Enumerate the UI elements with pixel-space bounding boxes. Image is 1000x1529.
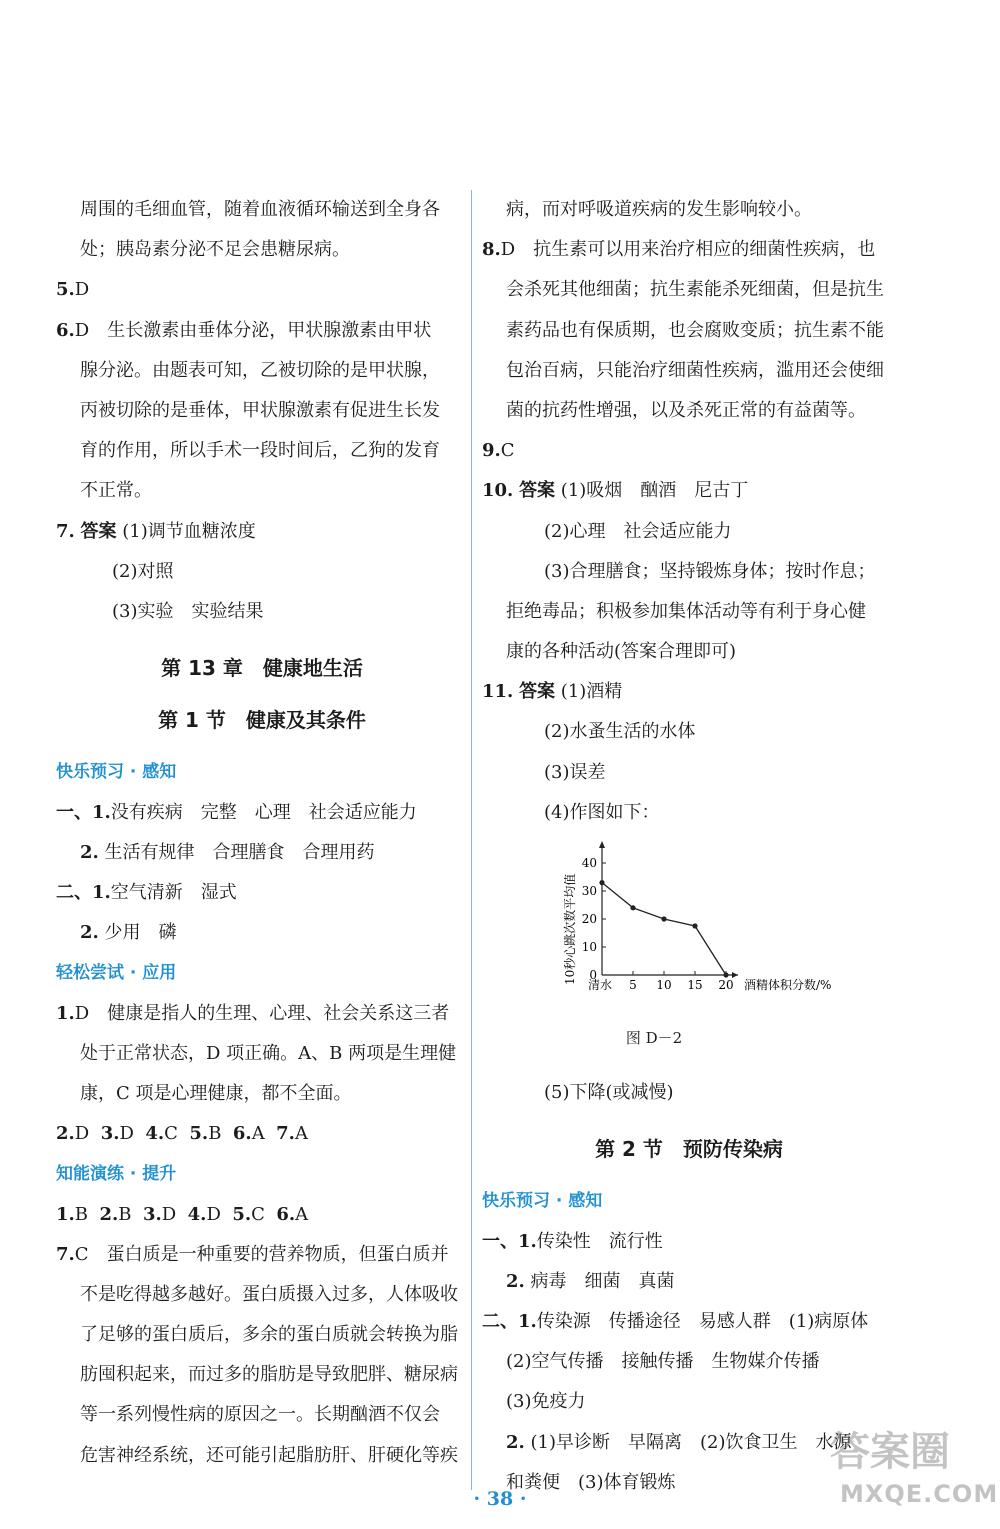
text-line: 处；胰岛素分泌不足会患糖尿病。 — [80, 239, 350, 261]
text-line: 腺分泌。由题表可知，乙被切除的是甲状腺， — [80, 359, 440, 381]
text-line: 康的各种活动(答案合理即可) — [506, 641, 737, 663]
answer-text: D 生长激素由垂体分泌，甲状腺激素由甲状 — [74, 319, 432, 341]
x-tick-label: 5 — [629, 978, 637, 992]
text-line: (4)作图如下： — [544, 801, 660, 823]
text-line: (2)空气传播 接触传播 生物媒介传播 — [506, 1351, 820, 1373]
text-line: (2)水蚤生活的水体 — [544, 721, 696, 743]
answer-11: 11. 答案 (1)酒精 — [482, 681, 623, 703]
text-line: 和粪便 (3)体育锻炼 — [506, 1471, 676, 1493]
y-tick-label: 40 — [581, 856, 597, 870]
text-line: 2. 生活有规律 合理膳食 合理用药 — [80, 841, 375, 863]
chapter-title: 第 13 章 健康地生活 — [161, 656, 363, 681]
text-line: (3)免疫力 — [506, 1391, 586, 1413]
answer-label: 答案 — [80, 520, 117, 542]
text-line: (2)对照 — [112, 560, 174, 582]
text-line: 育的作用，所以手术一段时间后，乙狗的发育 — [80, 440, 440, 462]
text-line: 处于正常状态，D 项正确。A、B 两项是生理健 — [80, 1042, 457, 1064]
answer-6 — [56, 311, 468, 351]
text-line: (3)误差 — [544, 761, 606, 783]
text-line: 二、1.传染源 传播途径 易感人群 (1)病原体 — [482, 1310, 869, 1332]
question-number: 6. — [56, 319, 75, 341]
text-line: (5)下降(或减慢) — [544, 1082, 674, 1103]
right-column — [482, 190, 896, 1503]
figure-caption: 图 D－2 — [625, 1029, 683, 1047]
x-axis-label: 酒精体积分数/% — [744, 978, 832, 992]
answer-text: (1)调节血糖浓度 — [122, 520, 256, 542]
section-title: 第 1 节 健康及其条件 — [158, 708, 366, 733]
x-tick-label: 15 — [687, 978, 703, 992]
data-point — [630, 905, 635, 910]
answer-9: 9.C — [482, 440, 515, 462]
text-line: 不正常。 — [80, 480, 152, 502]
y-tick-label: 0 — [589, 968, 597, 982]
answer-row: 2.D 3.D 4.C 5.B 6.A 7.A — [56, 1123, 308, 1145]
data-point — [723, 972, 728, 977]
y-tick-label: 20 — [581, 912, 597, 926]
text-line: 菌的抗药性增强，以及杀死正常的有益菌等。 — [506, 399, 866, 421]
text-line: 病，而对呼吸道疾病的发生影响较小。 — [506, 199, 812, 220]
text-line: 一、1.传染性 流行性 — [482, 1230, 663, 1252]
text-line: (2)心理 社会适应能力 — [544, 520, 732, 542]
column-divider — [471, 190, 472, 1490]
text-line: 丙被切除的是垂体，甲状腺激素有促进生长发 — [80, 399, 440, 421]
answer-8: 8.D 抗生素可以用来治疗相应的细菌性疾病，也 — [482, 239, 876, 261]
answer-1: 1.D 健康是指人的生理、心理、社会关系这三者 — [56, 1002, 450, 1024]
y-axis-arrow — [599, 841, 605, 848]
chart-container — [482, 833, 896, 1013]
question-number: 7. — [56, 520, 75, 542]
text-line: (3)合理膳食；坚持锻炼身体；按时作息； — [544, 560, 876, 582]
page-number: · 38 · — [473, 1488, 527, 1510]
text-line: 肪囤积起来，而过多的脂肪是导致肥胖、糖尿病 — [80, 1364, 458, 1386]
text-line: (3)实验 实验结果 — [112, 600, 264, 622]
subsection-header: 快乐预习 · 感知 — [56, 762, 177, 783]
y-axis-label: 10秒心跳次数平均值 — [563, 873, 577, 985]
text-line: 不是吃得越多越好。蛋白质摄入过多，人体吸收 — [80, 1283, 458, 1305]
left-column — [56, 190, 468, 1476]
text-line: 2. 少用 磷 — [80, 922, 177, 944]
text-line: 二、1.空气清新 湿式 — [56, 882, 237, 903]
answer-5 — [56, 270, 468, 310]
answer-10: 10. 答案 (1)吸烟 酗酒 尼古丁 — [482, 480, 749, 502]
text-line: 2. (1)早诊断 早隔离 (2)饮食卫生 水源 — [506, 1431, 852, 1453]
y-tick-label: 30 — [581, 884, 597, 898]
subsection-header: 轻松尝试 · 应用 — [56, 963, 177, 984]
text-line: 拒绝毒品；积极参加集体活动等有利于身心健 — [506, 600, 866, 622]
subsection-header: 知能演练 · 提升 — [56, 1164, 177, 1185]
data-point — [692, 923, 697, 928]
section-title: 第 2 节 预防传染病 — [595, 1137, 783, 1162]
data-point — [599, 880, 604, 885]
text-line: 周围的毛细血管，随着血液循环输送到全身各 — [80, 199, 440, 220]
watermark-text: 答案圈 — [830, 1429, 950, 1475]
answer-row: 1.B 2.B 3.D 4.D 5.C 6.A — [56, 1203, 309, 1225]
y-tick-label: 10 — [581, 940, 597, 954]
watermark-url: MXQE.COM — [840, 1480, 999, 1508]
answer-7 — [56, 512, 468, 552]
text-line: 一、1.没有疾病 完整 心理 社会适应能力 — [56, 801, 417, 823]
x-tick-label: 清水 — [587, 978, 613, 992]
watermark — [830, 1420, 999, 1520]
answer-text: D — [74, 279, 90, 301]
question-number: 5. — [56, 279, 75, 301]
x-tick-label: 20 — [718, 978, 734, 992]
x-tick-label: 10 — [656, 978, 672, 992]
data-point — [661, 916, 666, 921]
data-series-line — [602, 883, 726, 975]
text-line: 康，C 项是心理健康，都不全面。 — [80, 1082, 352, 1104]
text-line: 包治百病，只能治疗细菌性疾病，滥用还会使细 — [506, 359, 884, 381]
text-line: 会杀死其他细菌；抗生素能杀死细菌，但是抗生 — [506, 279, 884, 301]
text-line: 危害神经系统，还可能引起脂肪肝、肝硬化等疾 — [80, 1444, 458, 1466]
text-line: 了足够的蛋白质后，多余的蛋白质就会转换为脂 — [80, 1324, 458, 1346]
answer-7: 7.C 蛋白质是一种重要的营养物质，但蛋白质并 — [56, 1243, 449, 1265]
subsection-header: 快乐预习 · 感知 — [482, 1191, 603, 1212]
text-line: 素药品也有保质期，也会腐败变质；抗生素不能 — [506, 319, 884, 341]
line-chart — [558, 833, 878, 1008]
text-line: 2. 病毒 细菌 真菌 — [506, 1270, 675, 1292]
text-line: 等一系列慢性病的原因之一。长期酗酒不仅会 — [80, 1404, 440, 1426]
